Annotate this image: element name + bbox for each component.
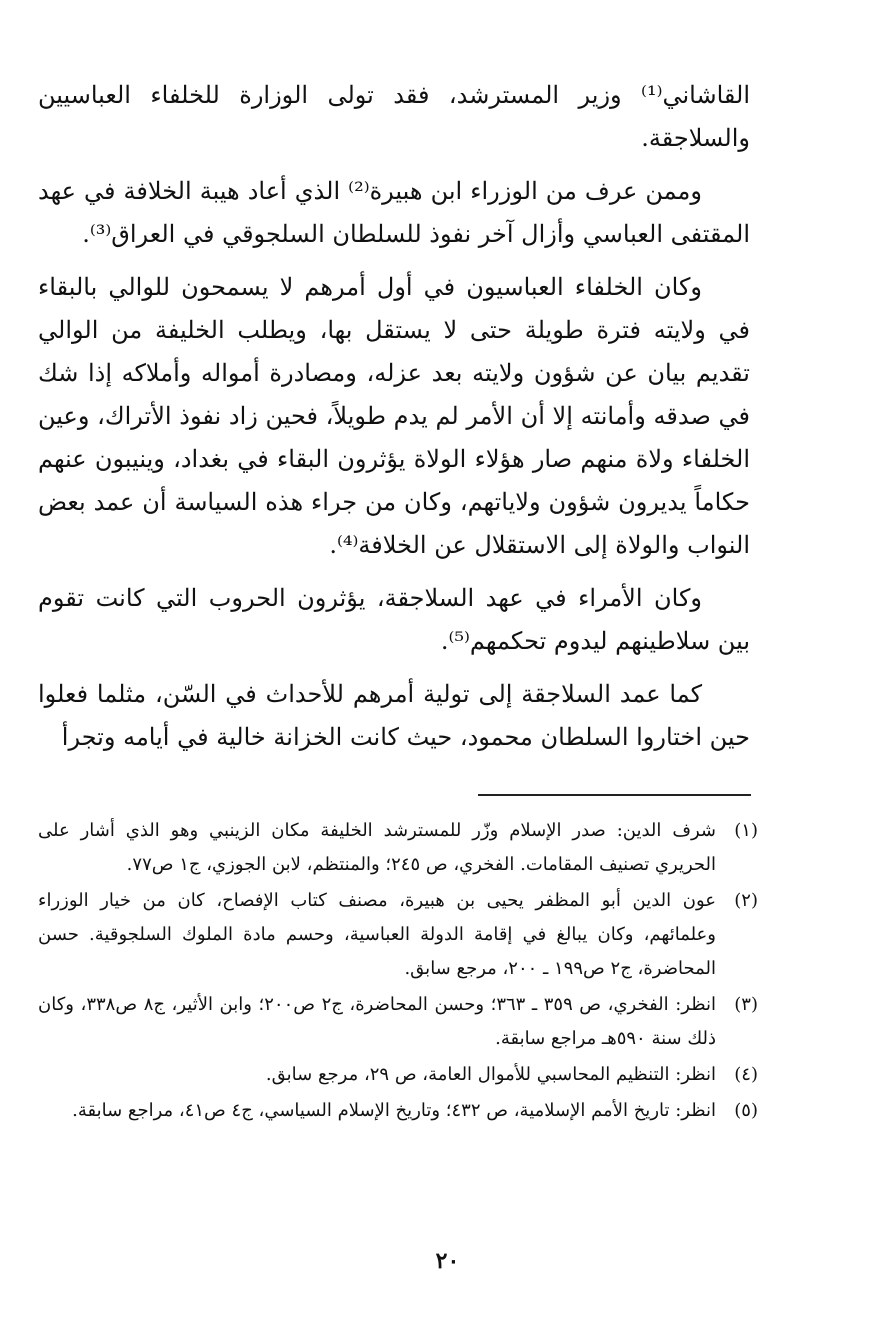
footnote-text: شرف الدين: صدر الإسلام وزّر للمسترشد الخليفة مكان الزينبي وهو الذي أشار على الحريري تصنيف المقامات. الفخري، ص ٢٤٥؛ والمنتظم، لابن الجوزي، ج١ ص٧٧. xyxy=(38,820,716,875)
paragraph-3: وكان الخلفاء العباسيون في أول أمرهم لا يسمحون للوالي بالبقاء في ولايته فترة طويلة حتى لا يستقل بها، ويطلب الخليفة من الوالي تقديم بيان عن شؤون ولايته بعد عزله، ومصادرة أمواله وأملاكه إذا شك في صدقه وأمانته إلا أن الأمر لم يدم طويلاً، فحين زاد نفوذ الأتراك، وعين الخلفاء ولاة منهم صار هؤلاء الولاة يؤثرون البقاء في بغداد، وينيبون عنهم حكاماً يديرون شؤون ولاياتهم، وكان من جراء هذه السياسة أن عمد بعض النواب والولاة إلى الاستقلال عن الخلافة⁽⁴⁾. xyxy=(38,273,750,559)
footnote-2 xyxy=(38,884,758,986)
footnote-4 xyxy=(38,1058,758,1092)
paragraph-2: وممن عرف من الوزراء ابن هبيرة⁽²⁾ الذي أعاد هيبة الخلافة في عهد المقتفى العباسي وأزال آخر نفوذ للسلطان السلجوقي في العراق⁽³⁾. xyxy=(38,177,750,248)
footnote-number: (١) xyxy=(734,820,758,841)
main-text xyxy=(38,74,750,769)
footnote-3 xyxy=(38,988,758,1056)
footnote-number: (٥) xyxy=(734,1100,758,1121)
footnote-text: انظر: الفخري، ص ٣٥٩ ـ ٣٦٣؛ وحسن المحاضرة، ج٢ ص٢٠٠؛ وابن الأثير، ج٨ ص٣٣٨، وكان ذلك سنة ٥٩٠هـ مراجع سابقة. xyxy=(38,994,717,1049)
footnote-number: (٤) xyxy=(734,1064,758,1085)
footnote-text: انظر: تاريخ الأمم الإسلامية، ص ٤٣٢؛ وتاريخ الإسلام السياسي، ج٤ ص٤١، مراجع سابقة. xyxy=(72,1100,716,1121)
footnote-number: (٢) xyxy=(734,890,758,911)
footnotes xyxy=(38,814,758,1130)
footnote-text: انظر: التنظيم المحاسبي للأموال العامة، ص ٢٩، مرجع سابق. xyxy=(265,1064,716,1085)
paragraph-4: وكان الأمراء في عهد السلاجقة، يؤثرون الحروب التي كانت تقوم بين سلاطينهم ليدوم تحكمهم⁽⁵⁾. xyxy=(38,584,750,655)
page-number: ٢٠ xyxy=(435,1248,460,1274)
footnote-separator xyxy=(478,794,751,796)
footnote-5 xyxy=(38,1094,758,1128)
footnote-number: (٣) xyxy=(734,994,758,1015)
footnote-1 xyxy=(38,814,758,882)
footnote-text: عون الدين أبو المظفر يحيى بن هبيرة، مصنف كتاب الإفصاح، كان من خيار الوزراء وعلمائهم، وكان يبالغ في إقامة الدولة العباسية، وحسم مادة الملوك السلجوقية. حسن المحاضرة، ج٢ ص١٩٩ ـ ٢٠٠، مرجع سابق. xyxy=(38,890,716,979)
paragraph-1: القاشاني⁽¹⁾ وزير المسترشد، فقد تولى الوزارة للخلفاء العباسيين والسلاجقة. xyxy=(38,81,750,152)
paragraph-5: كما عمد السلاجقة إلى تولية أمرهم للأحداث في السّن، مثلما فعلوا حين اختاروا السلطان محمود، حيث كانت الخزانة خالية في أيامه وتجرأ xyxy=(38,680,750,751)
